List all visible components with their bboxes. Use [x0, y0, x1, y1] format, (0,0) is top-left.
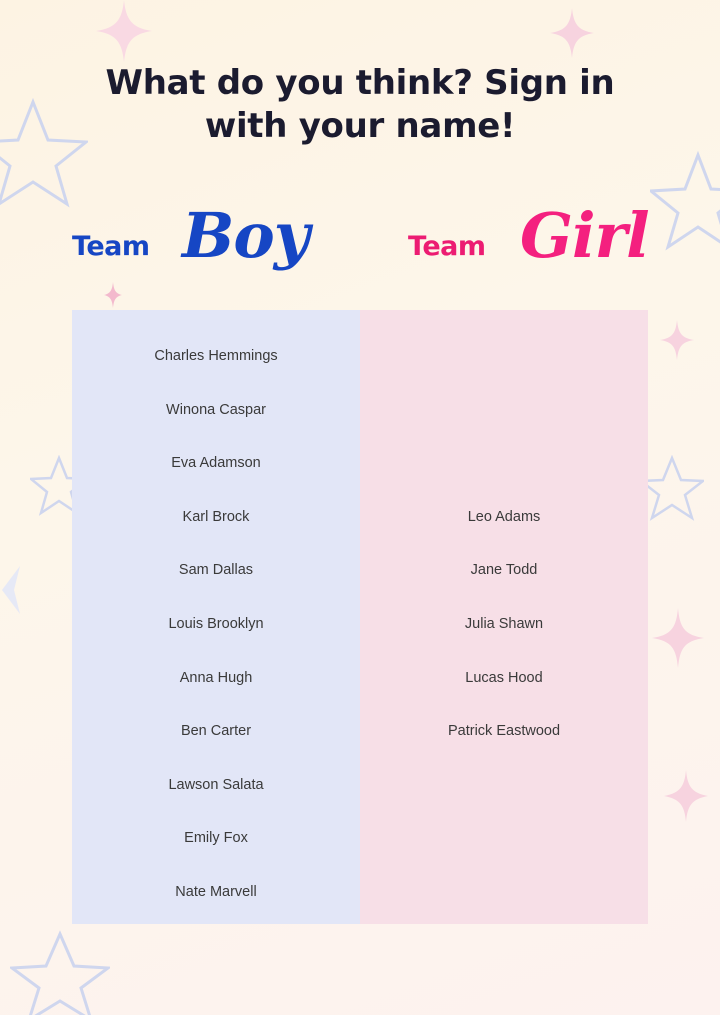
list-item[interactable]: Jane Todd	[470, 562, 538, 579]
sparkle-icon	[652, 608, 704, 668]
list-item[interactable]: Julia Shawn	[464, 615, 544, 632]
list-item[interactable]: Ben Carter	[180, 723, 252, 740]
list-item[interactable]: Lucas Hood	[465, 669, 543, 686]
list-item[interactable]	[360, 330, 648, 384]
list-item[interactable]	[360, 759, 648, 813]
sparkle-icon	[96, 0, 152, 62]
list-item[interactable]: Lawson Salata	[168, 776, 264, 793]
star-filled-icon	[0, 560, 22, 620]
list-item[interactable]: Anna Hugh	[179, 669, 253, 686]
team-boy-label: Team	[72, 231, 150, 262]
list-item[interactable]	[360, 812, 648, 866]
list-item[interactable]: Karl Brock	[182, 508, 250, 525]
list-item[interactable]: Charles Hemmings	[154, 348, 278, 364]
team-girl-column	[360, 310, 648, 924]
page-title-line-1: What do you think? Sign in	[105, 63, 615, 103]
list-item[interactable]: Eva Adamson	[171, 455, 261, 472]
list-item[interactable]: Louis Brooklyn	[168, 615, 264, 632]
star-outline-icon	[640, 455, 704, 523]
page-title-line-2: with your name!	[204, 105, 516, 146]
list-item[interactable]: Nate Marvell	[175, 883, 257, 900]
signup-columns	[72, 310, 648, 924]
sparkle-icon	[660, 320, 694, 360]
list-item[interactable]: Patrick Eastwood	[447, 723, 561, 740]
team-boy-column	[72, 310, 360, 924]
team-girl-label: Team	[408, 231, 486, 262]
list-item[interactable]: Emily Fox	[184, 830, 248, 847]
sparkle-icon	[550, 8, 594, 58]
page-title	[0, 62, 720, 147]
list-item[interactable]	[360, 866, 648, 920]
team-girl-word: Girl	[520, 199, 649, 272]
list-item[interactable]: Leo Adams	[467, 508, 541, 525]
list-item[interactable]	[360, 437, 648, 491]
list-item[interactable]	[360, 384, 648, 438]
sparkle-icon	[664, 770, 708, 822]
star-outline-icon	[10, 930, 110, 1015]
list-item[interactable]: Winona Caspar	[166, 401, 266, 418]
team-boy-word: Boy	[182, 199, 309, 272]
list-item[interactable]: Sam Dallas	[178, 562, 254, 579]
team-headers	[0, 199, 720, 305]
